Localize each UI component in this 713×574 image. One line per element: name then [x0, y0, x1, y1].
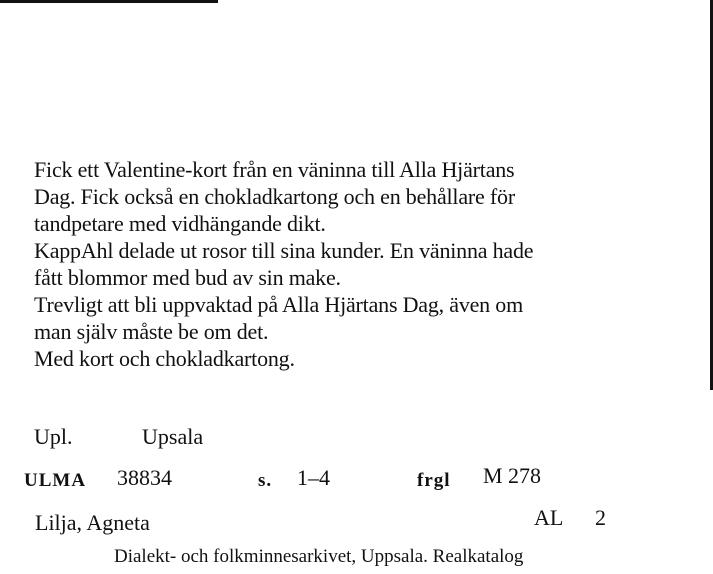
text-line: tandpetare med vidhängande dikt. [34, 211, 326, 236]
text-line: Trevligt att bli uppvaktad på Alla Hjärtans Dag, även om [34, 292, 523, 317]
text-line: fått blommor med bud av sin make. [34, 265, 341, 290]
category-code: AL [534, 505, 564, 530]
top-border-line [0, 0, 218, 3]
text-line: KappAhl delade ut rosor till sina kunder. En väninna hade [34, 238, 534, 263]
pages-label: s. [258, 470, 273, 491]
province: Upl. [34, 424, 73, 449]
category-number: 2 [595, 505, 606, 530]
text-line: Fick ett Valentine-kort från en väninna till Alla Hjärtans [34, 157, 515, 182]
pages: 1–4 [297, 465, 330, 490]
questionnaire-number: M 278 [483, 463, 542, 488]
informant-name: Lilja, Agneta [35, 510, 150, 535]
archive-footer: Dialekt- och folkminnesarkivet, Uppsala. Realkatalog [114, 546, 524, 567]
place: Upsala [142, 424, 204, 449]
questionnaire-label: frgl [417, 470, 451, 491]
text-line: Dag. Fick också en chokladkartong och en behållare för [34, 184, 515, 209]
text-line: Med kort och chokladkartong. [34, 346, 295, 371]
archive-number: 38834 [117, 465, 172, 490]
text-line: man själv måste be om det. [34, 319, 269, 344]
card-body-text [34, 156, 674, 372]
archive-label: ULMA [24, 470, 87, 491]
